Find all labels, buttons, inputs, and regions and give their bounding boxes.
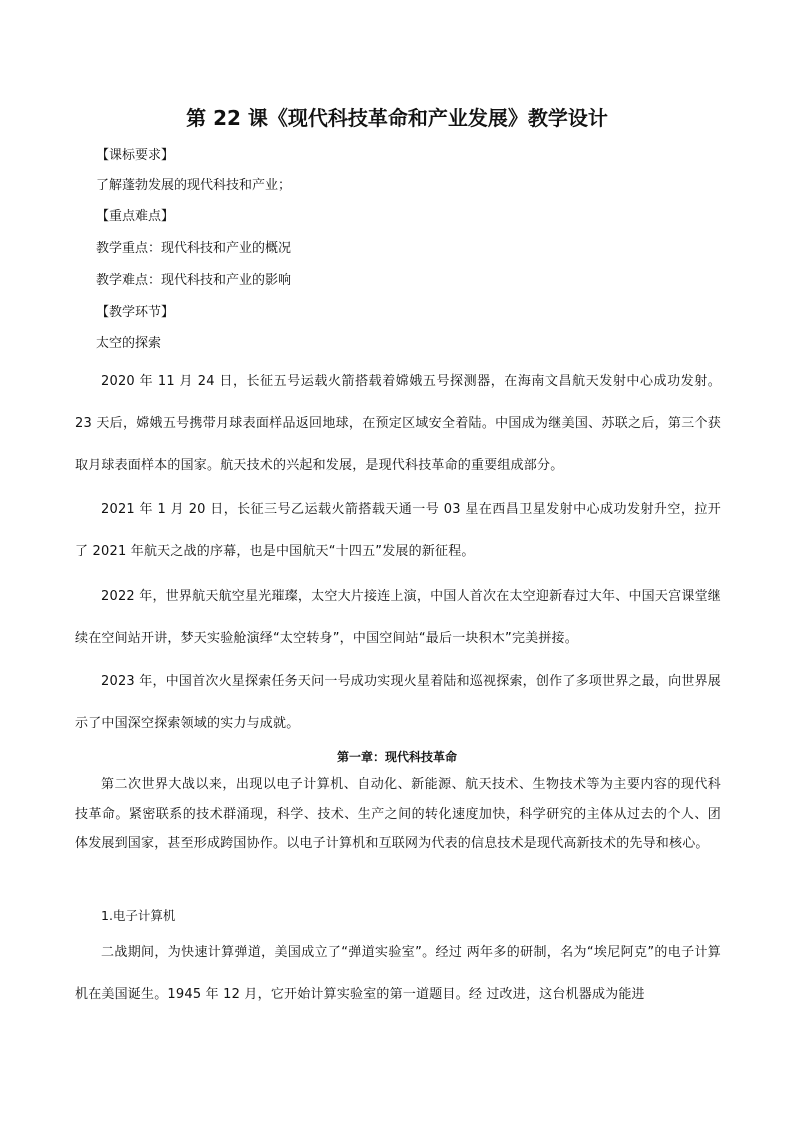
chapter-1-intro: 第二次世界大战以来，出现以电子计算机、自动化、新能源、航天技术、生物技术等为主要内容的现代科技革命。紧密联系的技术群涌现，科学、技术、生产之间的转化速度加快，科学研究的主体从过去的个人、团体发展到国家，甚至形成跨国协作。以电子计算机和互联网为代表的信息技术是现代高新技术的先导和核心。 <box>75 777 721 851</box>
chapter-1-title: 第一章：现代科技革命 <box>336 750 457 764</box>
curriculum-requirements-text: 了解蓬勃发展的现代科技和产业； <box>96 178 292 193</box>
curriculum-requirements-heading: 【课标要求】 <box>96 148 175 163</box>
paragraph-2021: 2021 年 1 月 20 日，长征三号乙运载火箭搭载天通一号 03 星在西昌卫星发射中心成功发射升空，拉开了 2021 年航天之战的序幕，也是中国航天“十四五”发展的新征程。 <box>75 502 721 559</box>
key-difficult-points-heading: 【重点难点】 <box>96 209 175 224</box>
teaching-steps-heading: 【教学环节】 <box>96 305 175 320</box>
key-point-text: 教学重点：现代科技和产业的概况 <box>96 241 292 256</box>
paragraph-2022: 2022 年，世界航天航空星光璀璨，太空大片接连上演，中国人首次在太空迎新春过大年、中国天宫课堂继续在空间站开讲，梦天实验舱演绎“太空转身”，中国空间站“最后一块积木”完美拼接。 <box>75 589 721 646</box>
intro-section-title: 太空的探索 <box>96 336 162 351</box>
document-title: 第 22 课《现代科技革命和产业发展》教学设计 <box>186 106 608 130</box>
paragraph-2023: 2023 年，中国首次火星探索任务天问一号成功实现火星着陆和巡视探索，创作了多项世界之最，向世界展示了中国深空探索领域的实力与成就。 <box>75 674 721 731</box>
difficult-point-text: 教学难点：现代科技和产业的影响 <box>96 273 292 288</box>
computer-history-paragraph: 二战期间，为快速计算弹道，美国成立了“弹道实验室”。经过 两年多的研制，名为“埃尼阿克”的电子计算机在美国诞生。1945 年 12 月，它开始计算实验室的第一道题目。经 过改进，这台机器成为能进 <box>75 945 721 1002</box>
subsection-computer-title: 1.电子计算机 <box>101 908 176 923</box>
paragraph-2020: 2020 年 11 月 24 日，长征五号运载火箭搭载着嫦娥五号探测器，在海南文昌航天发射中心成功发射。23 天后，嫦娥五号携带月球表面样品返回地球，在预定区域安全着陆。中国成为继美国、苏联之后，第三个获取月球表面样本的国家。航天技术的兴起和发展，是现代科技革命的重要组成部分。 <box>75 374 721 473</box>
